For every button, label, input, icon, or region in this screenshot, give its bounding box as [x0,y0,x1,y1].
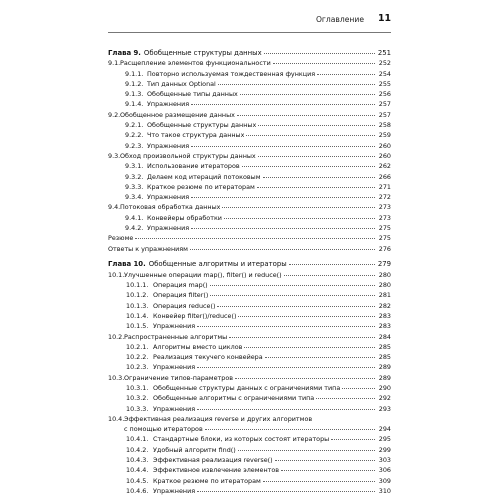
dot-leader [135,233,375,239]
toc-chapter-entry [108,48,391,58]
dot-leader [237,110,375,116]
dot-leader [331,434,375,440]
toc-entry-title: Упражнения [153,363,196,372]
toc-entry-number: 10.2.2. [126,353,149,362]
dot-leader [197,362,375,368]
toc-entry-page: 280 [378,270,391,279]
toc-entry-page: 262 [378,162,391,171]
toc-entry-number: 9.2.3. [125,141,144,150]
toc-entry [108,342,391,352]
toc-entry-number: 10.1.5. [126,322,149,331]
toc-entry-title [108,48,262,58]
toc-entry-number: 10.1.2. [126,291,149,300]
toc-entry-page: 257 [378,110,391,119]
toc-entry-page: 251 [377,49,391,57]
dot-leader [242,161,375,167]
toc-entry-title: Реализация текучего конвейера [153,353,263,362]
toc-entry-number: 9.1.1. [125,69,144,78]
toc-entry [108,393,391,403]
toc-entry-title: Улучшенные операции map(), filter() и reduce() [124,270,282,279]
toc-chapter-entry [108,259,391,269]
toc-entry-title: Обобщенное размещение данных [120,110,235,119]
dot-leader [281,465,375,471]
toc-entry-page: 254 [378,69,391,78]
toc-entry-number: 10.1.4. [126,311,149,320]
toc-entry-number: 10.2.1. [126,342,149,351]
dot-leader [244,342,375,348]
toc-entry-number: 9.2.2. [125,131,144,140]
toc-entry-title: Повторно используемая тождественная функция [147,69,316,78]
toc-entry-number: 9.1.2. [125,79,144,88]
toc-entry-page: 290 [378,384,391,392]
toc-entry-number: 9.3.2. [125,172,144,181]
toc-entry-page: 292 [378,394,391,403]
dot-leader [197,404,375,410]
toc-entry-number: 9.1. [108,59,121,68]
toc-entry-number: 10.4.5. [126,476,149,485]
toc-entry-page: 309 [378,476,391,485]
toc-entry-title [108,259,287,269]
dot-leader [246,130,375,136]
toc-entry [108,182,391,192]
toc-entry-number: 10.4.1. [126,435,149,444]
toc-entry-page: 293 [378,404,391,413]
toc-entry-number: 10.4. [108,414,125,423]
chapter-title: Обобщенные структуры данных [143,49,262,57]
toc-entry [108,151,391,161]
running-header-title: Оглавление [315,15,364,24]
toc-entry-title: Конвейер filter()/reduce() [153,311,237,320]
toc-entry-number: 10.3. [108,373,125,382]
toc-entry-title: Упражнения [147,141,190,150]
toc-entry-title: Обобщенные структуры данных [147,121,257,130]
toc-entry-title: Обобщенные структуры данных с ограничениями типа [153,384,341,392]
toc-entry-title: Эффективное извлечение элементов [153,466,280,475]
toc-entry-number: 9.3.4. [125,193,144,202]
toc-entry-title: Упражнения [153,486,196,495]
toc-entry-page: 280 [378,281,391,290]
toc-entry-number: 10.3.3. [126,404,149,413]
toc-entry-page: 285 [378,353,391,362]
toc-entry-page: 266 [378,172,391,181]
toc-entry-number: 9.3. [108,151,121,160]
toc-entry [108,120,391,130]
dot-leader [224,213,375,219]
toc-entry-page: 295 [378,435,391,444]
page-header [108,11,391,33]
toc-entry-number: 10.1. [108,270,125,279]
toc-entry-page: 273 [378,203,391,212]
toc-entry [108,141,391,151]
toc-entry [108,58,391,68]
toc-entry-number: 9.2.1. [125,121,144,130]
toc-entry-page: 273 [378,213,391,222]
toc-entry-title: Конвейеры обработки [147,213,222,222]
toc-entry-page: 310 [378,486,391,495]
toc-entry-page: 260 [378,141,391,150]
toc-entry-page: 256 [378,90,391,99]
toc-entry-title: Потоковая обработка данных [120,203,221,212]
dot-leader [217,301,375,307]
toc-entry [108,280,391,290]
toc-entry-page: 306 [378,466,391,475]
toc-entry-number: 9.1.4. [125,100,144,109]
toc-entry [108,321,391,331]
toc-entry-title: Упражнения [147,100,190,109]
toc-entry-page: 294 [378,425,391,434]
dot-leader [191,192,375,198]
toc-entry [108,352,391,362]
toc-entry-page: 283 [378,322,391,331]
dot-leader [191,141,375,147]
toc-entry-page: 275 [378,224,391,233]
toc-entry-number: 9.4.1. [125,213,144,222]
toc-entry [108,89,391,99]
toc-entry [108,233,391,243]
toc-entry [108,465,391,475]
toc-entry-title: Операция filter() [153,291,209,300]
toc-entry-page: 284 [378,332,391,341]
dot-leader [317,69,375,75]
toc-entry-page: 255 [378,79,391,88]
toc-entry-title: Тип данных Optional [147,79,216,88]
toc-entry-title: Эффективная реализация reverse и других алгоритмов [124,414,313,423]
dot-leader [258,120,375,126]
toc-entry [108,290,391,300]
toc-entry [108,434,391,444]
toc-entry-title: Упражнения [147,224,190,233]
toc-entry-number: 9.4. [108,203,121,212]
toc-entry [108,404,391,414]
toc-entry [108,311,391,321]
toc-entry-number: 9.3.1. [125,162,144,171]
dot-leader [263,172,375,178]
toc-entry-page: 283 [378,311,391,320]
toc-entry-page: 279 [377,260,391,269]
toc-entry-title: Краткое резюме по итераторам [147,182,255,191]
toc-entry-number: 10.4.2. [126,445,149,454]
dot-leader [289,259,375,265]
toc-entry [108,213,391,223]
toc-entry-page: 271 [378,182,391,191]
toc-entry [108,486,391,496]
toc-entry [108,414,391,424]
toc-entry-page: 252 [378,59,391,68]
toc-entry [108,270,391,280]
toc-entry-title: Краткое резюме по итераторам [153,476,261,485]
toc-entry [108,383,391,393]
chapter-label: Глава 9. [108,49,141,57]
toc-entry-page: 257 [378,100,391,109]
toc-entry-page: 282 [378,301,391,310]
dot-leader [197,321,375,327]
toc-entry-title: Что такое структура данных [147,131,245,140]
dot-leader [210,280,375,286]
dot-leader [265,352,375,358]
toc-entry-number: 10.4.4. [126,466,149,475]
toc-entry [108,192,391,202]
toc-entry-title: Алгоритмы вместо циклов [153,342,243,351]
toc-entry-title: Делаем код итераций потоковым [147,172,261,181]
toc-entry-title: Операция reduce() [153,301,216,310]
toc-entry-title-continuation: с помощью итераторов [124,425,203,434]
toc-entry [108,244,391,254]
dot-leader [284,270,375,276]
toc-entry-continuation [108,424,391,434]
dot-leader [316,393,375,399]
dot-leader [222,202,375,208]
header-rule [108,32,391,33]
toc-entry-title: Резюме [108,234,134,243]
toc-entry-page: 258 [378,121,391,130]
toc-entry-title: Распространенные алгоритмы [124,332,228,341]
toc-entry [108,130,391,140]
toc-entry-number: 10.1.1. [126,281,149,290]
toc-entry [108,362,391,372]
toc-entry-title: Обход произвольной структуры данных [120,151,256,160]
toc-entry [108,455,391,465]
toc-entry-number: 9.1.3. [125,90,144,99]
toc-entry-page: 303 [378,456,391,465]
dot-leader [238,445,375,451]
toc-entry-number: 9.3.3. [125,182,144,191]
dot-leader [218,79,375,85]
toc-entry-page: 259 [378,131,391,140]
toc-entry-title: Упражнения [153,404,196,413]
dot-leader [264,48,375,54]
dot-leader [275,455,375,461]
dot-leader [197,486,375,492]
toc-entry-title: Стандартные блоки, из которых состоят итераторы [153,435,330,444]
toc-entry-title: Обобщенные типы данных [147,90,238,99]
dot-leader [240,89,375,95]
toc-entry [108,79,391,89]
toc-entry-page: 272 [378,193,391,202]
toc-entry-number: 9.4.2. [125,224,144,233]
toc-entry-number: 10.3.2. [126,394,149,403]
toc-entry [108,202,391,212]
toc-entry-title: Ответы к упражнениям [108,244,188,253]
dot-leader [190,244,375,250]
toc-entry [108,445,391,455]
toc-entry-page: 275 [378,234,391,243]
toc-entry-number: 10.2.3. [126,363,149,372]
dot-leader [191,99,375,105]
toc-entry [108,373,391,383]
toc-entry-title: Ограничение типов-параметров [124,373,234,382]
dot-leader [235,373,375,379]
dot-leader [273,58,375,64]
toc-entry-title: Удобный алгоритм find() [153,445,236,454]
toc-entry-number: 10.4.6. [126,486,149,495]
toc-entry-title: Обобщенные алгоритмы с ограничениями типа [153,394,315,403]
toc-entry-title: Упражнения [147,193,190,202]
toc-entry [108,172,391,182]
toc-entry [108,223,391,233]
dot-leader [258,151,375,157]
toc-entry [108,301,391,311]
dot-leader [191,223,375,229]
toc-entry-page: 276 [378,244,391,253]
toc-entry-page: 289 [378,373,391,382]
dot-leader [238,311,375,317]
toc-entry-title: Упражнения [153,322,196,331]
dot-leader [342,383,375,389]
toc-entry-page: 260 [378,151,391,160]
toc-entry-page: 285 [378,342,391,351]
toc-entry-number: 10.1.3. [126,301,149,310]
toc-entry-title: Использование итераторов [147,162,240,171]
toc-entry-number: 9.2. [108,110,121,119]
toc-entry-title: Расщепление элементов функциональности [120,59,271,68]
toc-entry-number: 10.4.3. [126,456,149,465]
toc-entry-title: Эффективная реализация reverse() [153,456,273,465]
toc-entry [108,110,391,120]
chapter-label: Глава 10. [108,260,146,269]
chapter-title: Обобщенные алгоритмы и итераторы [148,260,287,269]
toc-entry [108,161,391,171]
toc-entry [108,332,391,342]
toc-entry [108,99,391,109]
dot-leader [257,182,375,188]
running-header-page-number: 11 [377,13,391,24]
toc-entry-title: Операция map() [153,281,208,290]
dot-leader [205,424,375,430]
toc-entry [108,69,391,79]
toc-entry-page: 281 [378,291,391,300]
toc-entry-page: 289 [378,363,391,372]
toc-entry-page: 299 [378,445,391,454]
toc-entry [108,476,391,486]
toc-entry-number: 10.3.1. [126,384,149,392]
dot-leader [210,290,375,296]
table-of-contents [108,48,391,496]
toc-entry-number: 10.2. [108,332,125,341]
dot-leader [263,476,375,482]
dot-leader [229,332,375,338]
